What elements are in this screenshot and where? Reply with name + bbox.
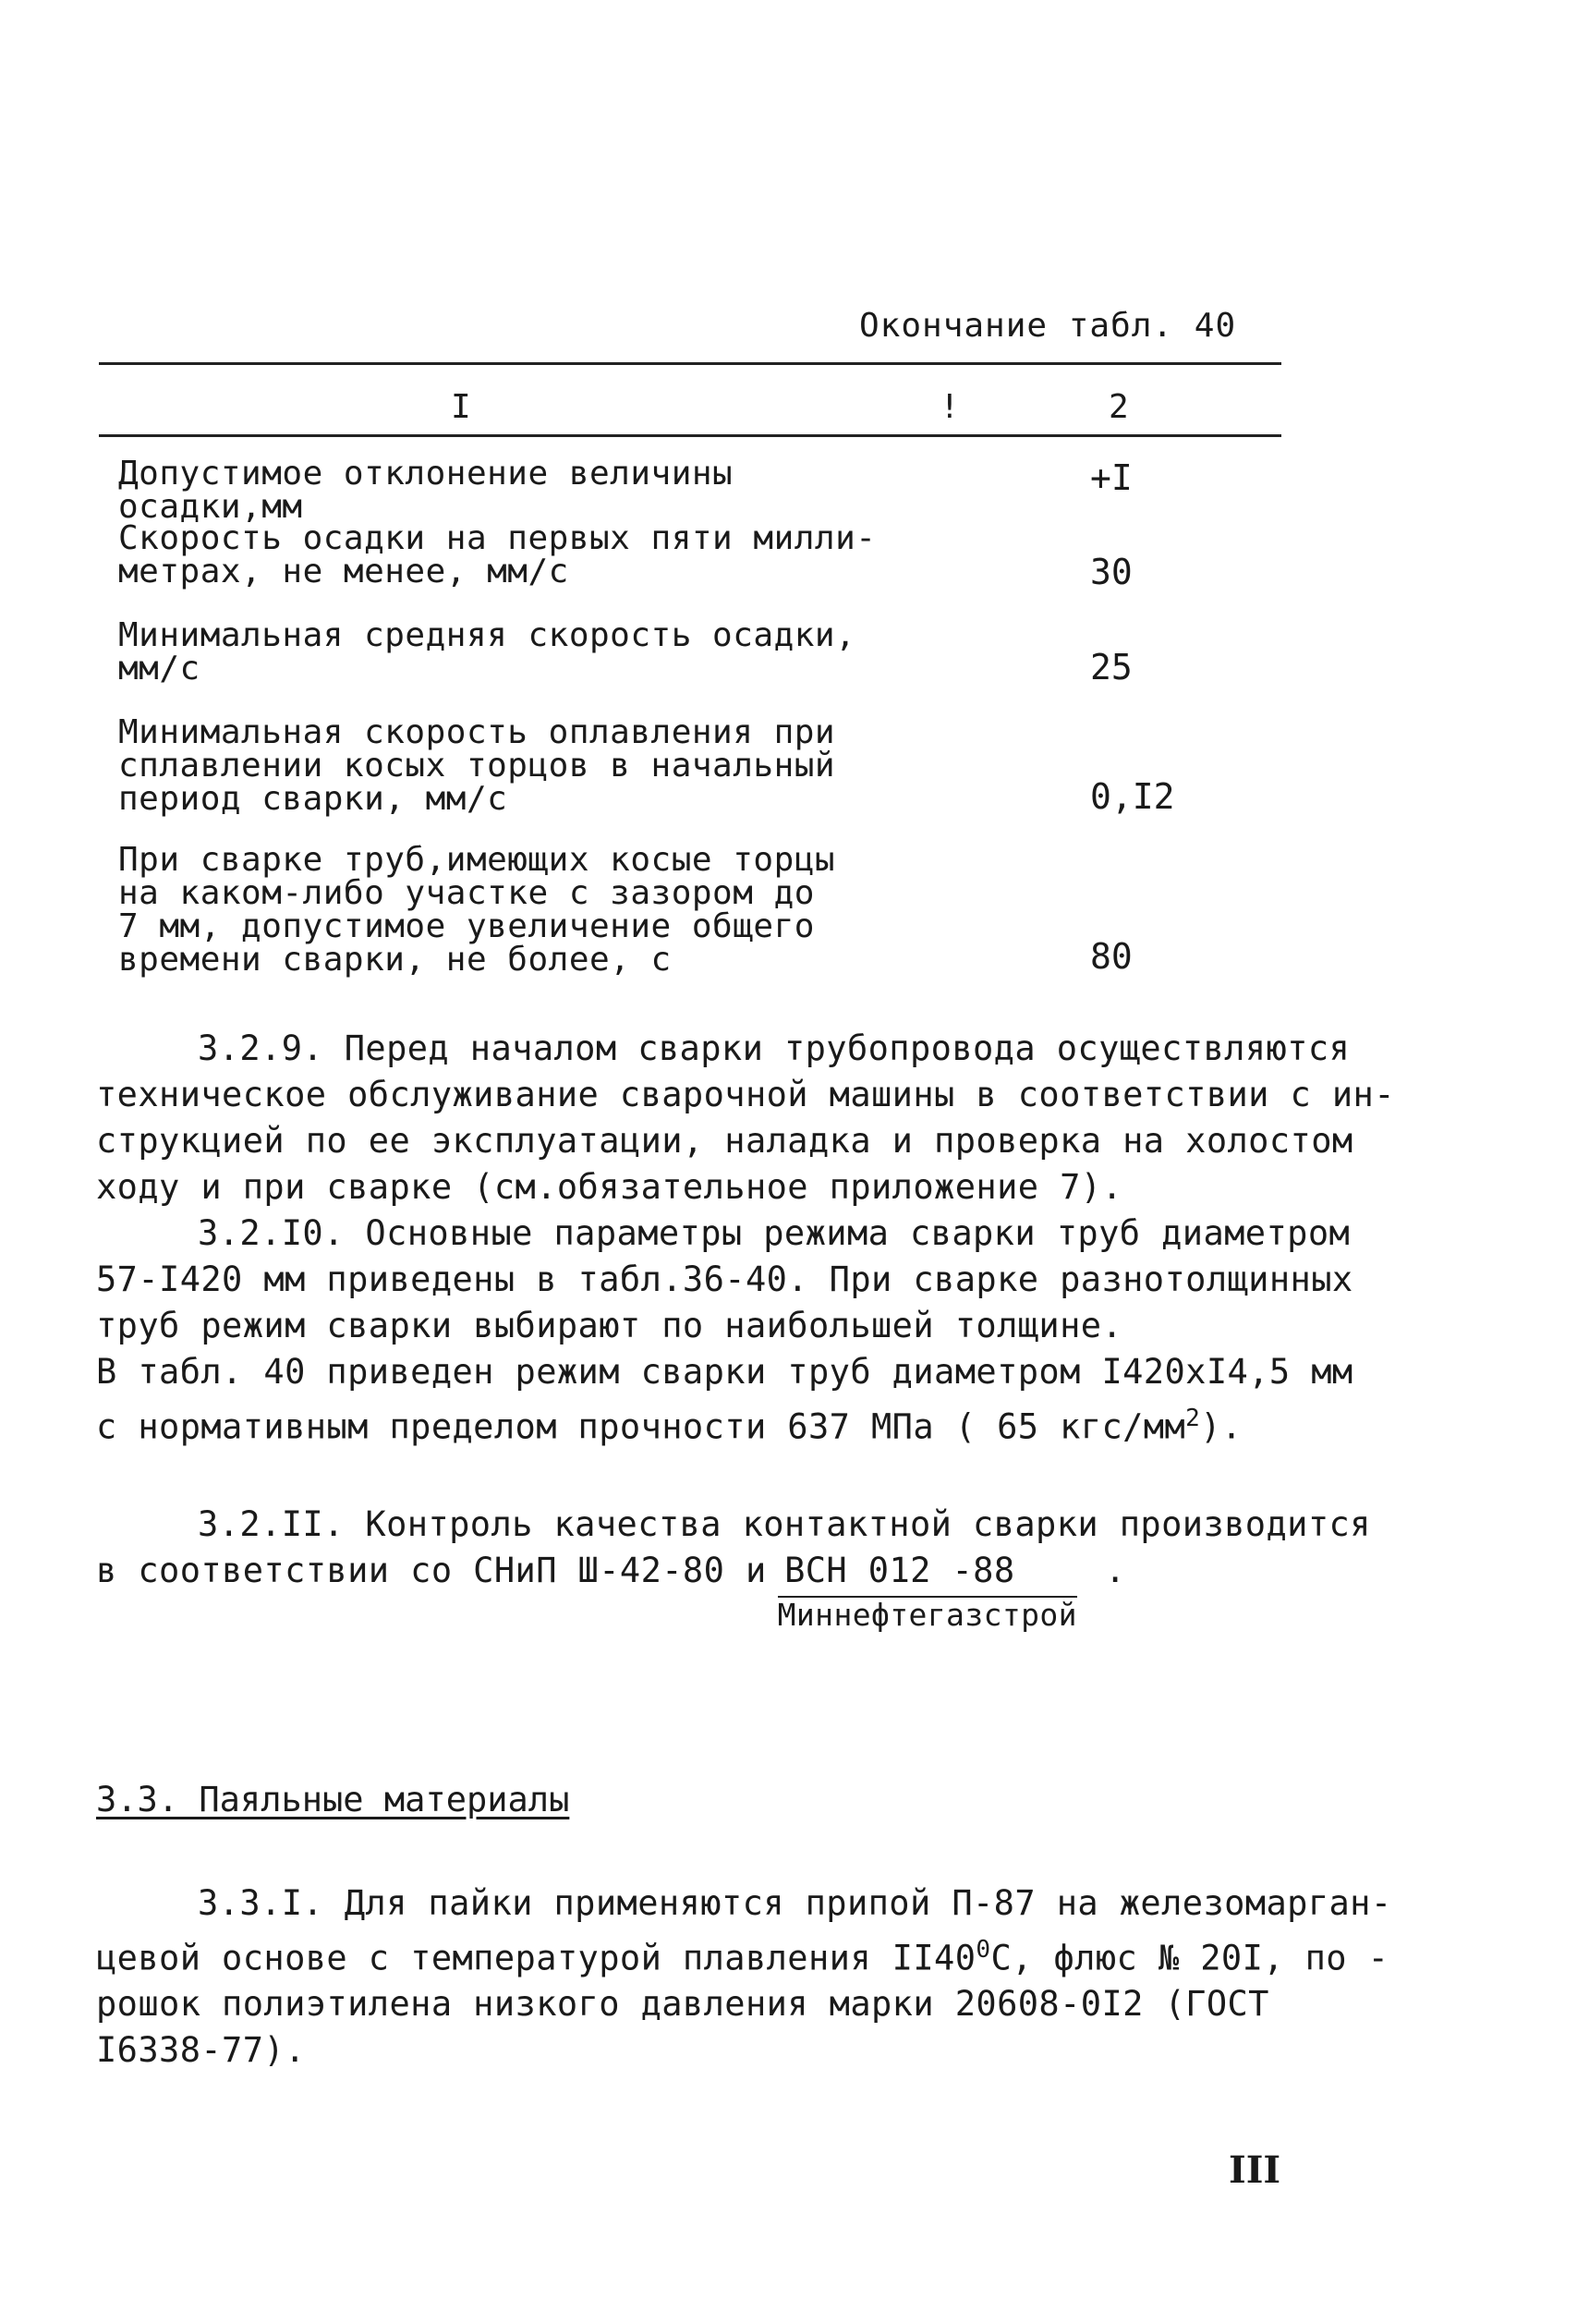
text-line [96,1548,1297,1631]
text-line: техническое обслуживание сварочной машины в соответствии с ин- [96,1075,1395,1114]
text-line: струкцией по ее эксплуатации, наладка и проверка на холостом [96,1121,1353,1161]
table-row [118,616,904,687]
standard-reference [778,1548,1077,1631]
row-label: Допустимое отклонение величины осадки,мм [118,455,734,526]
table-header-col2: 2 [1109,388,1129,426]
fraction-numerator: ВСН 012 -88 [778,1548,1077,1598]
paragraph-3-2-10 [96,1211,1353,1450]
table-top-rule [99,362,1281,365]
text-line: 3.2.I0. Основные параметры режима сварки труб диаметром [198,1213,1351,1253]
row-value: 0,I2 [1090,776,1175,817]
row-label: Минимальная средняя скорость осадки, мм/с [118,616,856,687]
text-line: В табл. 40 приведен режим сварки труб диаметром I420xI4,5 мм [96,1352,1353,1392]
text-line: ходу и при сварке (см.обязательное приложение 7). [96,1167,1123,1207]
text-fragment: ). [1200,1406,1243,1447]
row-label: Минимальная скорость оплавления при сплавлении косых торцов в начальный период сварки, мм/с [118,713,836,818]
paragraph-3-3-1 [96,1880,1392,2074]
page-number: III [1229,2148,1281,2192]
row-value: 80 [1090,936,1133,977]
text-fragment: с нормативным пределом прочности 637 МПа ( 65 кгс/мм [96,1406,1186,1447]
row-label: При сварке труб,имеющих косые торцы на каком-либо участке с зазором до 7 мм, допустимое увеличение общего времени сварки, не более, с [118,841,836,979]
paragraph-3-2-11 [96,1502,1371,1633]
section-heading: 3.3. Паяльные материалы [96,1780,570,1819]
row-value: 30 [1090,552,1133,592]
text-fragment: цевой основе с температурой плавления II40 [96,1938,977,1978]
paragraph-3-2-9 [96,1026,1395,1211]
table-header-separator: ! [940,388,960,426]
text-line: 3.3.I. Для пайки применяются припой П-87 на железомарган- [198,1883,1392,1923]
text-fragment: . [1104,1551,1126,1590]
text-line: труб режим сварки выбирают по наибольшей толщине. [96,1306,1123,1345]
table-row [118,519,904,590]
row-value: 25 [1090,647,1133,687]
text-line: 3.2.II. Контроль качества контактной сварки производится [198,1504,1371,1544]
text-fragment: в соответствии со СНиП Ш-42-80 и [96,1551,767,1590]
text-line [96,1927,1389,1981]
text-line [96,1395,1297,1450]
table-row [118,713,904,818]
table-header-rule [99,434,1281,437]
table-row [118,841,904,979]
table-row [118,457,904,524]
row-label: Скорость осадки на первых пяти милли- метрах, не менее, мм/с [118,519,877,590]
table-caption: Окончание табл. 40 [859,307,1237,345]
table-header-col1: I [451,388,471,426]
text-line: I6338-77). [96,2030,306,2071]
text-line: рошок полиэтилена низкого давления марки 20608-0I2 (ГОСТ [96,1984,1269,2025]
superscript: 2 [1185,1405,1201,1432]
superscript: 0 [976,1936,991,1964]
row-value: +I [1090,457,1133,498]
text-fragment: С, флюс № 20I, по - [990,1938,1389,1978]
text-line: 57-I420 мм приведены в табл.36-40. При сварке разнотолщинных [96,1259,1353,1299]
fraction-denominator: Миннефтегазстрой [777,1597,1077,1633]
text-line: 3.2.9. Перед началом сварки трубопровода осуществляются [198,1028,1351,1068]
